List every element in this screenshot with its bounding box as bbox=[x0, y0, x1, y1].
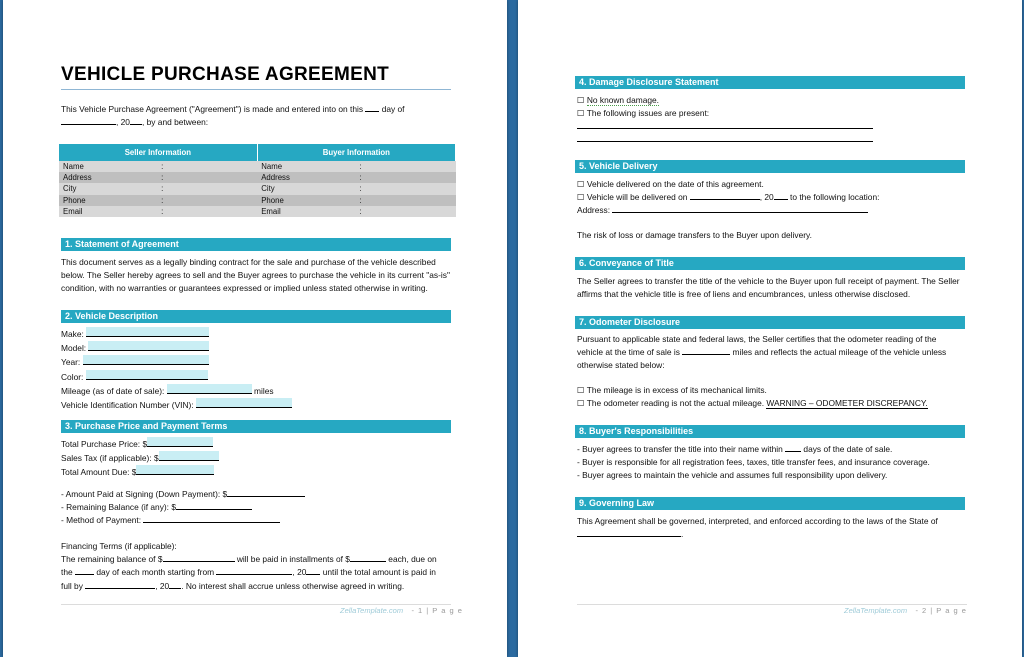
buyer-field-value[interactable]: : bbox=[319, 206, 455, 217]
option-label: Vehicle will be delivered on bbox=[586, 192, 688, 203]
buyer-field-value[interactable]: : bbox=[319, 183, 455, 194]
conveyance-paragraph bbox=[577, 275, 960, 301]
financing-text: will be paid in installments of $ bbox=[236, 554, 350, 565]
footer-divider bbox=[577, 604, 967, 605]
checkbox-issues-present[interactable]: ☐ bbox=[577, 108, 585, 119]
document-page-2 bbox=[518, 0, 1022, 657]
financing-text: the bbox=[61, 567, 73, 578]
payoff-year-field[interactable] bbox=[169, 580, 181, 589]
paragraph-text: miles and reflects the actual mileage of the vehicle unless bbox=[732, 347, 947, 358]
day-blank[interactable] bbox=[365, 103, 379, 112]
buyer-field-value[interactable]: : bbox=[319, 195, 455, 206]
damage-options bbox=[577, 94, 709, 120]
seller-field-label: Address bbox=[59, 172, 121, 183]
financing-text: each, due on bbox=[388, 554, 437, 565]
option-label: Vehicle delivered on the date of this agreement. bbox=[586, 179, 764, 189]
financing-text: until the total amount is paid in bbox=[322, 567, 436, 578]
down-payment-field[interactable] bbox=[227, 488, 305, 497]
seller-field-label: Phone bbox=[59, 195, 121, 206]
risk-statement: The risk of loss or damage transfers to the Buyer upon delivery. bbox=[577, 230, 812, 240]
vin-field[interactable] bbox=[196, 398, 292, 408]
issues-line-2[interactable] bbox=[577, 133, 873, 142]
title-divider bbox=[61, 89, 451, 90]
issues-line-1[interactable] bbox=[577, 120, 873, 129]
paragraph-line: The Seller agrees to transfer the title of the vehicle to the Buyer upon full receipt of payment. The Seller bbox=[577, 276, 960, 286]
purchase-price-fields bbox=[61, 437, 219, 480]
start-year-field[interactable] bbox=[306, 566, 320, 575]
buyer-field-label: Name bbox=[257, 161, 319, 172]
intro-text: This Vehicle Purchase Agreement ("Agreement") is made and entered into on this bbox=[61, 104, 364, 114]
color-label: Color: bbox=[61, 371, 84, 382]
make-label: Make: bbox=[61, 329, 84, 339]
transfer-days-field[interactable] bbox=[785, 443, 801, 452]
address-field[interactable] bbox=[612, 204, 868, 213]
paragraph-line: condition, with no warranties or guarantees expressed or implied unless stated otherwise in writing. bbox=[61, 283, 428, 294]
responsibility-text: - Buyer agrees to transfer the title into their name within bbox=[577, 444, 783, 454]
footer-site: ZellaTemplate.com bbox=[844, 606, 908, 615]
seller-info-header: Seller Information bbox=[59, 144, 257, 161]
mileage-label: Mileage (as of date of sale): bbox=[61, 385, 165, 396]
start-date-field[interactable] bbox=[216, 566, 292, 575]
checkbox-delivered-now[interactable]: ☐ bbox=[577, 179, 585, 189]
page-footer bbox=[340, 606, 463, 615]
model-field[interactable] bbox=[88, 341, 209, 351]
financing-text: full by bbox=[61, 580, 83, 591]
delivery-year-field[interactable] bbox=[774, 191, 788, 200]
responsibility-text: days of the date of sale. bbox=[803, 444, 893, 454]
table-row bbox=[59, 195, 456, 206]
section-heading-purchase-price: 3. Purchase Price and Payment Terms bbox=[61, 420, 451, 433]
page-footer bbox=[844, 606, 967, 615]
buyer-field-value[interactable]: : bbox=[319, 161, 455, 172]
buyer-field-label: Address bbox=[257, 172, 319, 183]
payment-method-label: - Method of Payment: bbox=[61, 515, 142, 526]
delivery-options bbox=[577, 178, 879, 218]
table-row bbox=[59, 161, 456, 172]
seller-field-value[interactable]: : bbox=[121, 161, 257, 172]
financing-text: . No interest shall accrue unless otherwise agreed in writing. bbox=[181, 580, 405, 591]
payment-fields bbox=[61, 488, 305, 528]
document-title: VEHICLE PURCHASE AGREEMENT bbox=[61, 64, 390, 85]
odometer-warning: WARNING – ODOMETER DISCREPANCY. bbox=[766, 398, 928, 409]
financing-terms bbox=[61, 540, 437, 593]
buyer-field-label: Phone bbox=[257, 195, 319, 206]
financing-text: The remaining balance of $ bbox=[61, 554, 163, 565]
financing-balance-field[interactable] bbox=[163, 553, 235, 562]
section-heading-vehicle-delivery: 5. Vehicle Delivery bbox=[575, 160, 965, 173]
remaining-balance-field[interactable] bbox=[176, 501, 252, 510]
odometer-paragraph bbox=[577, 333, 946, 373]
year-label: Year: bbox=[61, 357, 81, 368]
option-label: No known damage. bbox=[586, 95, 660, 105]
vehicle-description-fields bbox=[61, 327, 292, 412]
month-blank[interactable] bbox=[61, 116, 116, 125]
footer-page-number: - 1 | P a g e bbox=[411, 606, 463, 615]
checkbox-mileage-not-actual[interactable]: ☐ bbox=[577, 398, 585, 409]
table-row bbox=[59, 172, 456, 183]
color-field[interactable] bbox=[86, 370, 208, 380]
checkbox-mileage-exceeds[interactable]: ☐ bbox=[577, 385, 585, 395]
financing-label: Financing Terms (if applicable): bbox=[61, 541, 177, 551]
state-field[interactable] bbox=[577, 528, 684, 540]
financing-text: , 20 bbox=[292, 567, 307, 578]
intro-text: day of bbox=[381, 104, 405, 114]
paragraph-line: This document serves as a legally binding contract for the sale and purchase of the vehicle described bbox=[61, 257, 436, 267]
year-field[interactable] bbox=[83, 355, 209, 365]
odometer-reading-field[interactable] bbox=[682, 346, 730, 355]
amount-due-field[interactable] bbox=[136, 465, 214, 475]
option-label: , 20 bbox=[759, 192, 774, 203]
paragraph-line: otherwise stated below: bbox=[577, 360, 665, 371]
statement-paragraph bbox=[61, 256, 450, 296]
seller-field-label: City bbox=[59, 183, 121, 194]
responsibility-line: - Buyer is responsible for all registration fees, taxes, title transfer fees, and insurance coverage. bbox=[577, 457, 930, 468]
section-heading-odometer: 7. Odometer Disclosure bbox=[575, 316, 965, 329]
financing-text: day of each month starting from bbox=[96, 567, 215, 578]
option-label: The odometer reading is not the actual mileage. bbox=[586, 398, 765, 409]
paragraph-line: Pursuant to applicable state and federal laws, the Seller certifies that the odometer reading of the bbox=[577, 334, 937, 344]
mileage-field[interactable] bbox=[167, 384, 252, 394]
buyer-info-header: Buyer Information bbox=[257, 144, 455, 161]
footer-page-number: - 2 | P a g e bbox=[915, 606, 967, 615]
payoff-date-field[interactable] bbox=[85, 580, 155, 589]
checkbox-delivered-later[interactable]: ☐ bbox=[577, 192, 585, 203]
buyer-responsibilities bbox=[577, 443, 930, 483]
buyer-field-label: Email bbox=[257, 206, 319, 217]
year-blank[interactable] bbox=[130, 116, 142, 125]
seller-field-value[interactable]: : bbox=[121, 206, 257, 217]
total-price-label: Total Purchase Price: $ bbox=[61, 439, 148, 449]
miles-label: miles bbox=[254, 385, 274, 396]
total-price-field[interactable] bbox=[147, 437, 213, 447]
responsibility-line: - Buyer agrees to maintain the vehicle and assumes full responsibility upon delivery. bbox=[577, 470, 888, 481]
document-page-1 bbox=[3, 0, 507, 657]
section-heading-conveyance: 6. Conveyance of Title bbox=[575, 257, 965, 270]
paragraph-line: This Agreement shall be governed, interpreted, and enforced according to the laws of the State of bbox=[577, 516, 938, 526]
section-heading-damage-disclosure: 4. Damage Disclosure Statement bbox=[575, 76, 965, 89]
model-label: Model: bbox=[61, 343, 87, 354]
governing-law-paragraph bbox=[577, 515, 938, 541]
checkbox-no-damage[interactable]: ☐ bbox=[577, 95, 585, 105]
payment-method-field[interactable] bbox=[143, 514, 280, 523]
seller-field-label: Name bbox=[59, 161, 121, 172]
section-heading-governing-law: 9. Governing Law bbox=[575, 497, 965, 510]
sales-tax-field[interactable] bbox=[159, 451, 219, 461]
remaining-balance-label: - Remaining Balance (if any): $ bbox=[61, 502, 176, 513]
option-label: to the following location: bbox=[790, 192, 880, 203]
option-label: The mileage is in excess of its mechanical limits. bbox=[586, 385, 767, 395]
sales-tax-label: Sales Tax (if applicable): $ bbox=[61, 453, 159, 464]
intro-paragraph bbox=[61, 103, 405, 129]
table-row bbox=[59, 183, 456, 194]
seller-field-value[interactable]: : bbox=[121, 172, 257, 183]
paragraph-text: vehicle at the time of sale is bbox=[577, 347, 680, 358]
intro-text: , 20 bbox=[116, 117, 130, 128]
party-info-table bbox=[59, 144, 456, 217]
table-row bbox=[59, 206, 456, 217]
section-heading-statement: 1. Statement of Agreement bbox=[61, 238, 451, 251]
odometer-options bbox=[577, 384, 928, 410]
paragraph-text: . bbox=[681, 529, 684, 540]
footer-site: ZellaTemplate.com bbox=[340, 606, 404, 615]
seller-field-label: Email bbox=[59, 206, 121, 217]
buyer-field-label: City bbox=[257, 183, 319, 194]
address-label: Address: bbox=[577, 205, 611, 216]
footer-divider bbox=[61, 604, 451, 605]
seller-field-value[interactable]: : bbox=[121, 183, 257, 194]
section-heading-vehicle-description: 2. Vehicle Description bbox=[61, 310, 451, 323]
due-day-field[interactable] bbox=[75, 566, 94, 575]
down-payment-label: - Amount Paid at Signing (Down Payment): $ bbox=[61, 489, 228, 499]
seller-field-value[interactable]: : bbox=[121, 195, 257, 206]
delivery-date-field[interactable] bbox=[690, 191, 760, 200]
paragraph-line: affirms that the vehicle title is free of liens and encumbrances, unless otherwise disclosed. bbox=[577, 289, 911, 300]
amount-due-label: Total Amount Due: $ bbox=[61, 467, 137, 478]
make-field[interactable] bbox=[86, 327, 209, 337]
vin-label: Vehicle Identification Number (VIN): bbox=[61, 400, 194, 411]
installment-field[interactable] bbox=[350, 553, 386, 562]
option-label: The following issues are present: bbox=[586, 108, 710, 119]
section-heading-buyer-responsibilities: 8. Buyer's Responsibilities bbox=[575, 425, 965, 438]
intro-text: , by and between: bbox=[141, 117, 209, 128]
buyer-field-value[interactable]: : bbox=[319, 172, 455, 183]
financing-text: , 20 bbox=[155, 580, 170, 591]
paragraph-line: below. The Seller hereby agrees to sell and the Buyer agrees to purchase the vehicle in its current "as-is" bbox=[61, 270, 450, 281]
